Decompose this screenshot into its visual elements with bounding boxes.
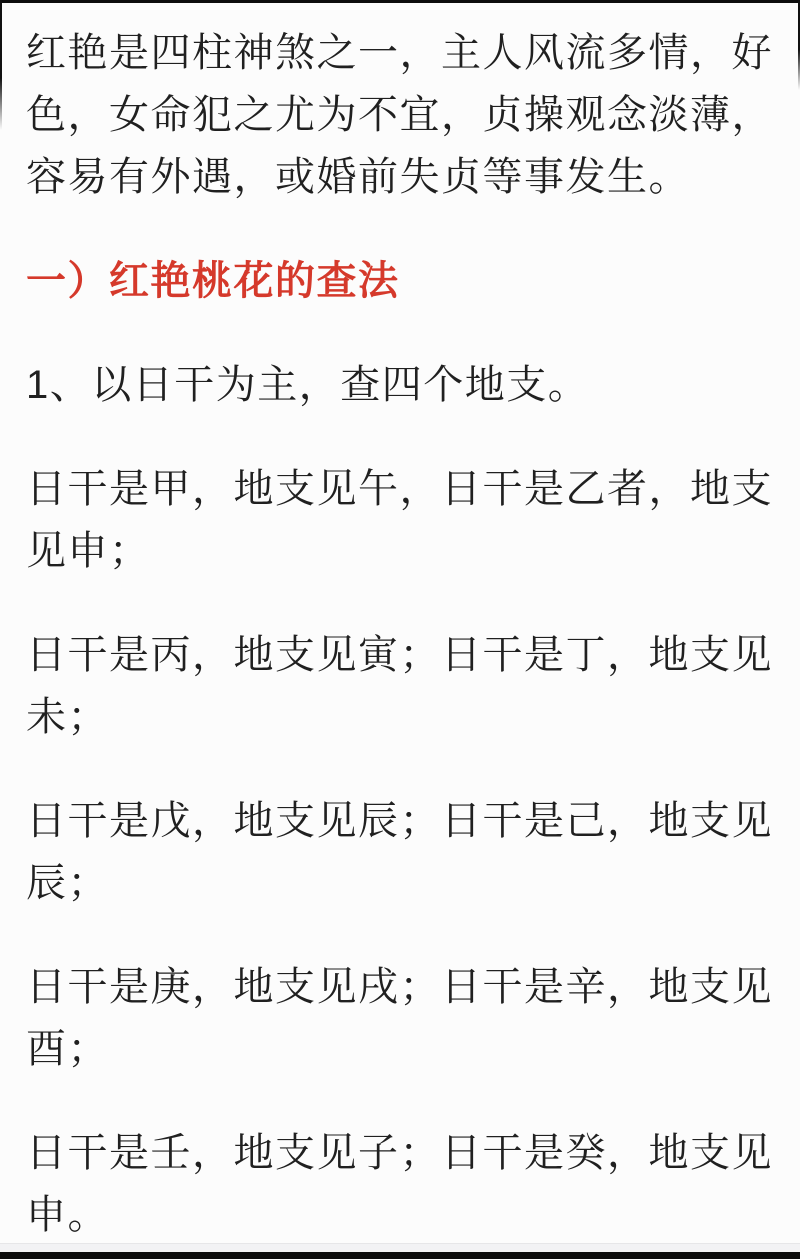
rule-line: 日干是庚，地支见戌；日干是辛，地支见 — [26, 965, 773, 1009]
list-intro-text: 1、以日干为主，查四个地支。 — [26, 363, 590, 407]
rule-paragraph-geng-xin — [26, 956, 776, 1080]
rule-paragraph-ren-gui — [26, 1122, 776, 1246]
rule-line: 见申； — [26, 529, 151, 573]
intro-paragraph — [26, 22, 776, 208]
rule-line: 日干是壬，地支见子；日干是癸，地支见 — [26, 1131, 773, 1175]
rule-line: 日干是丙，地支见寅；日干是丁，地支见 — [26, 633, 773, 677]
section-heading — [26, 250, 776, 312]
footer-light-strip — [0, 1243, 800, 1252]
footer-black-bar — [0, 1252, 800, 1259]
rule-line: 未； — [26, 695, 109, 739]
intro-line: 红艳是四柱神煞之一，主人风流多情，好 — [26, 31, 773, 75]
rule-paragraph-wu-ji — [26, 790, 776, 914]
list-intro-paragraph — [26, 354, 776, 416]
rule-line: 日干是戊，地支见辰；日干是己，地支见 — [26, 799, 773, 843]
rule-line: 辰； — [26, 861, 109, 905]
rule-paragraph-bing-ding — [26, 624, 776, 748]
rule-line: 酉； — [26, 1027, 109, 1071]
rule-line: 日干是甲，地支见午，日干是乙者，地支 — [26, 467, 773, 511]
rule-paragraph-jia-yi — [26, 458, 776, 582]
rule-line: 申。 — [26, 1193, 109, 1237]
section-heading-text: 一）红艳桃花的查法 — [26, 259, 400, 303]
intro-line: 容易有外遇，或婚前失贞等事发生。 — [26, 155, 690, 199]
intro-line: 色，女命犯之尤为不宜，贞操观念淡薄， — [26, 93, 773, 137]
